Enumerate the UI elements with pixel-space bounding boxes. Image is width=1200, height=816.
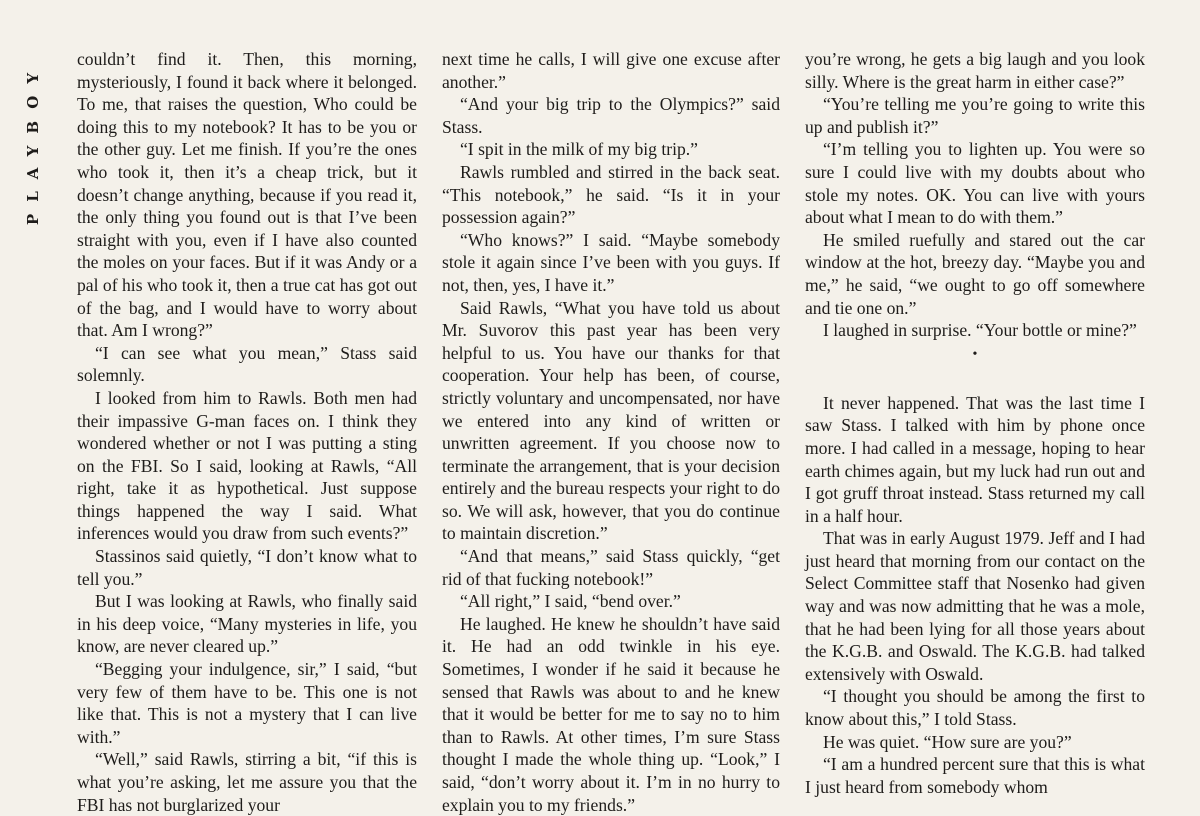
- paragraph: I laughed in surprise. “Your bottle or mine?”: [823, 320, 1137, 341]
- paragraph: “Well,” said Rawls, stirring a bit, “if this is what you’re asking, let me assure you that the FBI has not burglarized your: [77, 749, 417, 815]
- paragraph: “I’m telling you to lighten up. You were so sure I could live with my doubts about who stole my notes. OK. You can live with yours about what I mean to do with them.”: [805, 139, 1145, 228]
- paragraph: you’re wrong, he gets a big laugh and you look silly. Where is the great harm in either case?”: [805, 49, 1145, 92]
- paragraph: He laughed. He knew he shouldn’t have said it. He had an odd twinkle in his eye. Sometimes, I wonder if he said it because he sensed that Rawls was about to and he knew that it would be better for me to say no to him than to Rawls. At other times, I’m sure Stass thought I made the whole thing up. “Look,” I said, “don’t worry about it. I’m in no hurry to explain you to my friends.”: [442, 613, 780, 815]
- paragraph: “And your big trip to the Olympics?” said Stass.: [442, 94, 780, 137]
- paragraph: couldn’t find it. Then, this morning, mysteriously, I found it back where it belonged. To me, that raises the question, Who could be doing this to my notebook? It has to be you or the other guy. Let me finish. If you’re the ones who took it, then it’s a cheap trick, but it doesn’t change anything, because if you read it, the only thing you found out is that I’ve been straight with you, even if I have also counted the moles on your faces. But if it was Andy or a pal of his who took it, then a true cat has got out of the bag, and I would have to worry about that. Am I wrong?”: [77, 49, 417, 341]
- masthead-text: PLAYBOY: [24, 60, 42, 226]
- paragraph: “I am a hundred percent sure that this is what I just heard from somebody whom: [805, 754, 1145, 797]
- paragraph: “I thought you should be among the first to know about this,” I told Stass.: [805, 686, 1145, 730]
- paragraph: Said Rawls, “What you have told us about Mr. Suvorov this past year has been very helpful to us. You have our thanks for that cooperation. Your help has been, of course, strictly voluntary and uncompensated, nor have we entered into any kind of written or unwritten agreement. If you choose now to terminate the arrangement, that is your decision entirely and the bureau respects your right to do so. We will ask, however, that you do continue to maintain discretion.”: [442, 297, 780, 544]
- paragraph: But I was looking at Rawls, who finally said in his deep voice, “Many mysteries in life, you know, are never cleared up.”: [77, 591, 417, 657]
- paragraph: next time he calls, I will give one excuse after another.”: [442, 49, 780, 92]
- section-break-bullet: •: [972, 346, 978, 362]
- paragraph: He was quiet. “How sure are you?”: [823, 731, 1072, 752]
- paragraph: Rawls rumbled and stirred in the back seat. “This notebook,” he said. “Is it in your possession again?”: [442, 161, 780, 228]
- paragraph: “Begging your indulgence, sir,” I said, “but very few of them have to be. This one is not like that. This is not a mystery that I can live with.”: [77, 659, 417, 747]
- paragraph: That was in early August 1979. Jeff and I had just heard that morning from our contact on the Select Committee staff that Nosenko had given way and was now admitting that he was a mole, that he had been lying for all those years about the K.G.B. and Oswald. The K.G.B. had talked extensively with Oswald.: [805, 528, 1145, 684]
- paragraph: He smiled ruefully and stared out the car window at the hot, breezy day. “Maybe you and me,” he said, “we ought to go off somewhere and tie one on.”: [805, 229, 1145, 318]
- vertical-masthead: [16, 38, 50, 248]
- paragraph: “Who knows?” I said. “Maybe somebody stole it again since I’ve been with you guys. If not, then, yes, I have it.”: [442, 229, 780, 295]
- paragraph: “All right,” I said, “bend over.”: [460, 591, 681, 612]
- paragraph: I looked from him to Rawls. Both men had their impassive G-man faces on. I think they wondered whether or not I was putting a sting on the FBI. So I said, looking at Rawls, “All right, take it as hypothetical. Just suppose things happened the way I said. What inferences would you draw from such events?”: [77, 387, 417, 544]
- paragraph: “I can see what you mean,” Stass said solemnly.: [77, 342, 417, 386]
- paragraph: Stassinos said quietly, “I don’t know what to tell you.”: [77, 546, 417, 589]
- text-column-1: [77, 48, 417, 816]
- paragraph: “You’re telling me you’re going to write this up and publish it?”: [805, 94, 1145, 137]
- text-column-2: [442, 48, 780, 816]
- paragraph: It never happened. That was the last time I saw Stass. I talked with him by phone once more. I had called in a message, hoping to hear earth chimes again, but my luck had run out and I got gruff throat instead. Stass returned my call in a half hour.: [805, 392, 1145, 526]
- paragraph: “I spit in the milk of my big trip.”: [460, 139, 698, 160]
- paragraph: “And that means,” said Stass quickly, “get rid of that fucking notebook!”: [442, 546, 780, 589]
- text-column-3: [805, 48, 1145, 798]
